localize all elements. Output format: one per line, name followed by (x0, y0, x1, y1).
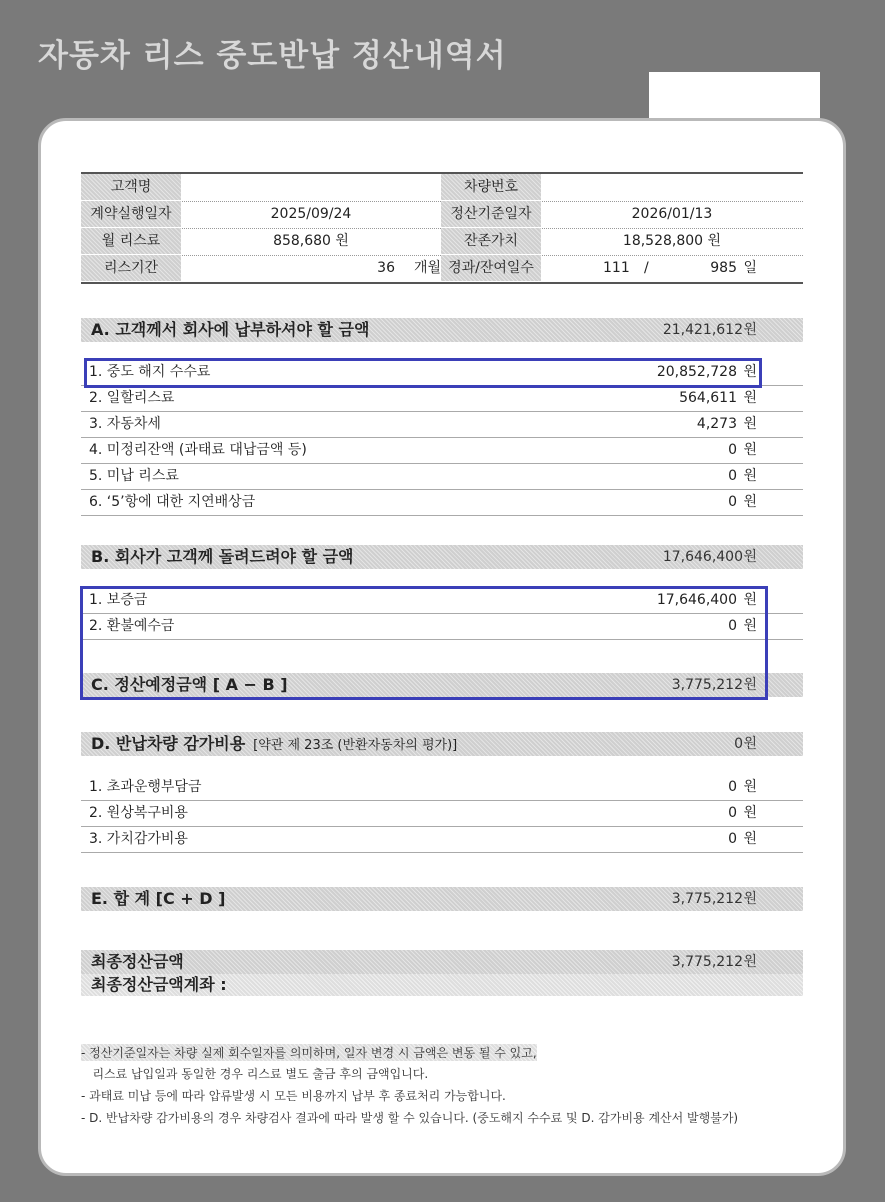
customer-label: 고객명 (81, 174, 181, 200)
final-account-row (81, 974, 803, 996)
item-amount: 17,646,400 (656, 592, 737, 608)
list-item (81, 412, 803, 438)
won-unit: 원 (743, 779, 757, 795)
residual-value: 18,528,800 원 (622, 233, 722, 249)
highlight-box-fee (84, 358, 762, 388)
won-unit: 원 (743, 416, 757, 432)
final-header (81, 950, 803, 974)
item-label: 2. 일할리스료 (89, 390, 175, 406)
item-label: 4. 미정리잔액 (과태료 대납금액 등) (89, 442, 307, 458)
list-item (81, 386, 803, 412)
item-label: 3. 자동차세 (89, 416, 161, 432)
won-unit: 원 (743, 736, 757, 752)
item-label: 2. 환불예수금 (89, 618, 175, 634)
section-c-amount: 3,775,212 (671, 677, 743, 693)
won-unit: 원 (743, 954, 757, 970)
info-table (81, 172, 803, 284)
won-unit: 원 (743, 494, 757, 510)
days-label: 경과/잔여일수 (441, 255, 541, 281)
section-d-header (81, 732, 803, 756)
document-title: 자동차 리스 중도반납 정산내역서 (38, 38, 507, 74)
item-amount: 0 (728, 805, 737, 821)
footnote-2: 리스료 납입일과 동일한 경우 리스료 별도 출금 후의 금액입니다. (81, 1067, 429, 1081)
section-c-title: C. 정산예정금액 [ A − B ] (91, 675, 288, 694)
final-title: 최종정산금액 (91, 952, 184, 971)
list-item (81, 438, 803, 464)
highlight-box-refund (80, 586, 768, 700)
section-a-title: A. 고객께서 회사에 납부하셔야 할 금액 (91, 320, 370, 339)
won-unit: 원 (743, 805, 757, 821)
period-value-cell (181, 255, 441, 281)
item-amount: 564,611 (679, 390, 737, 406)
won-unit: 원 (743, 390, 757, 406)
customer-value (181, 174, 441, 200)
footnote-4: - D. 반납차량 감가비용의 경우 차량검사 결과에 따라 발생 할 수 있습니다. (중도해지 수수료 및 D. 감가비용 계산서 발행불가) (81, 1111, 739, 1125)
section-d-title (91, 732, 457, 758)
item-amount: 20,852,728 (656, 364, 737, 380)
won-unit: 원 (743, 592, 757, 608)
won-unit: 원 (743, 677, 757, 693)
period-unit: 개월 (413, 260, 441, 276)
won-unit: 원 (743, 618, 757, 634)
list-item (81, 827, 803, 853)
settle-date-label: 정산기준일자 (441, 201, 541, 227)
period-label: 리스기간 (81, 255, 181, 281)
item-label: 1. 보증금 (89, 592, 148, 608)
won-unit: 원 (743, 364, 757, 380)
info-row-customer (81, 174, 803, 202)
header-tab (649, 72, 820, 118)
section-b-title: B. 회사가 고객께 돌려드려야 할 금액 (91, 547, 354, 566)
plate-value (541, 174, 803, 200)
item-label: 2. 원상복구비용 (89, 805, 188, 821)
section-a-header (81, 318, 803, 342)
item-label: 1. 초과운행부담금 (89, 779, 202, 795)
settle-date-value: 2026/01/13 (631, 206, 713, 222)
won-unit: 원 (743, 891, 757, 907)
list-item (81, 490, 803, 516)
monthly-label: 월 리스료 (81, 228, 181, 254)
won-unit: 원 (743, 468, 757, 484)
won-unit: 원 (743, 322, 757, 338)
days-value-cell (541, 255, 803, 281)
days-elapsed: 111 (603, 260, 630, 276)
info-row-period (81, 255, 803, 282)
section-d-title-text: D. 반납차량 감가비용 (91, 734, 246, 753)
final-amount: 3,775,212 (671, 954, 743, 970)
days-remaining: 985 (710, 260, 737, 276)
item-amount: 0 (728, 468, 737, 484)
item-label: 6. ‘5’항에 대한 지연배상금 (89, 494, 256, 510)
list-item (81, 801, 803, 827)
final-account-label: 최종정산금액계좌 : (91, 975, 227, 994)
item-amount: 0 (728, 831, 737, 847)
days-unit: 일 (743, 260, 757, 276)
list-item (81, 775, 803, 801)
item-label: 5. 미납 리스료 (89, 468, 179, 484)
section-d-amount: 0 (734, 736, 743, 752)
item-amount: 0 (728, 494, 737, 510)
list-item (81, 464, 803, 490)
won-unit: 원 (743, 831, 757, 847)
section-e-title: E. 합 계 [C + D ] (91, 889, 226, 908)
section-e-amount: 3,775,212 (671, 891, 743, 907)
section-b-amount: 17,646,400 (662, 549, 743, 565)
won-unit: 원 (743, 549, 757, 565)
section-e-header (81, 887, 803, 911)
residual-label: 잔존가치 (441, 228, 541, 254)
footnote-1: - 정산기준일자는 차량 실제 회수일자를 의미하며, 일자 변경 시 금액은 변동 될 수 있고, (81, 1046, 537, 1060)
monthly-value: 858,680 원 (273, 233, 349, 249)
section-a-amount: 21,421,612 (662, 322, 743, 338)
days-slash: / (644, 260, 649, 276)
item-label: 3. 가치감가비용 (89, 831, 188, 847)
info-row-dates (81, 201, 803, 229)
item-amount: 4,273 (696, 416, 737, 432)
item-label: 1. 중도 해지 수수료 (89, 364, 211, 380)
info-row-amounts (81, 228, 803, 256)
contract-date-label: 계약실행일자 (81, 201, 181, 227)
item-amount: 0 (728, 618, 737, 634)
item-amount: 0 (728, 779, 737, 795)
footnote-3: - 과태료 미납 등에 따라 압류발생 시 모든 비용까지 납부 후 종료처리 가능합니다. (81, 1089, 506, 1103)
item-amount: 0 (728, 442, 737, 458)
won-unit: 원 (743, 442, 757, 458)
section-d-note: [약관 제 23조 (반환자동차의 평가)] (253, 738, 458, 753)
plate-label: 차량번호 (441, 174, 541, 200)
section-b-header (81, 545, 803, 569)
contract-date-value: 2025/09/24 (270, 206, 352, 222)
period-value: 36 (377, 260, 395, 276)
